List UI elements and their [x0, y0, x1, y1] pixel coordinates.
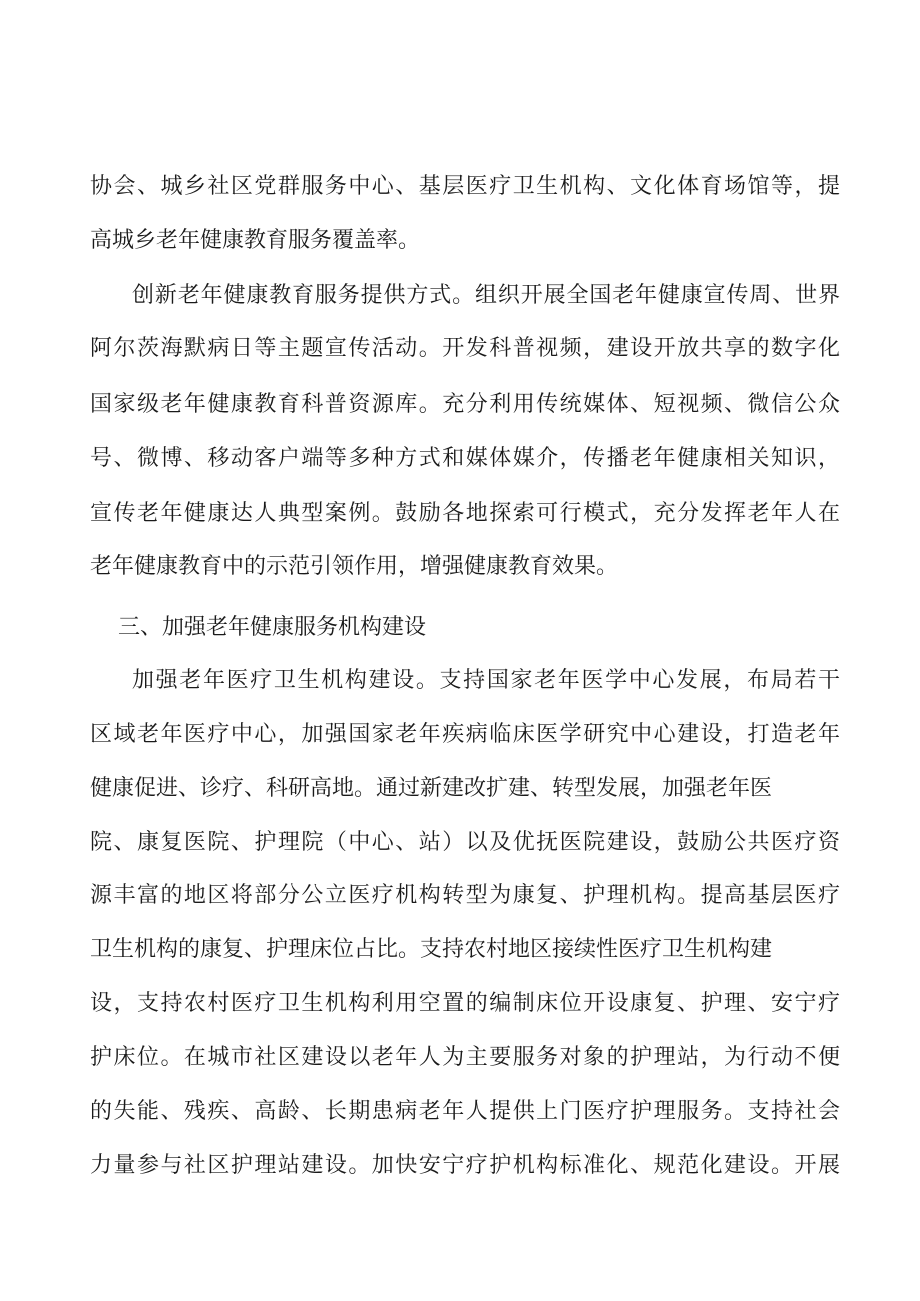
text-line: 卫生机构的康复、护理床位占比。支持农村地区接续性医疗卫生机构建	[90, 937, 773, 962]
text-line: 国家级老年健康教育科普资源库。充分利用传统媒体、短视频、微信公众	[90, 392, 840, 417]
text-line: 创新老年健康教育服务提供方式。组织开展全国老年健康宣传周、世界	[132, 283, 840, 308]
text-line: 宣传老年健康达人典型案例。鼓励各地探索可行模式，充分发挥老年人在	[90, 501, 840, 526]
text-line: 阿尔茨海默病日等主题宣传活动。开发科普视频，建设开放共享的数字化	[90, 336, 840, 361]
text-line: 协会、城乡社区党群服务中心、基层医疗卫生机构、文化体育场馆等，提	[90, 174, 840, 199]
text-line: 区域老年医疗中心，加强国家老年疾病临床医学研究中心建设，打造老年	[90, 722, 840, 747]
text-line: 院、康复医院、护理院（中心、站）以及优抚医院建设，鼓励公共医疗资	[90, 830, 840, 855]
text-line: 的失能、残疾、高龄、长期患病老年人提供上门医疗护理服务。支持社会	[90, 1099, 840, 1124]
text-line: 源丰富的地区将部分公立医疗机构转型为康复、护理机构。提高基层医疗	[90, 883, 840, 908]
text-line: 号、微博、移动客户端等多种方式和媒体媒介，传播老年健康相关知识，	[90, 446, 840, 471]
section-heading-text: 三、加强老年健康服务机构建设	[118, 615, 427, 640]
text-line: 高城乡老年健康教育服务覆盖率。	[90, 228, 421, 253]
text-line: 老年健康教育中的示范引领作用，增强健康教育效果。	[90, 554, 619, 579]
text-line: 加强老年医疗卫生机构建设。支持国家老年医学中心发展，布局若干	[132, 668, 840, 693]
text-line: 设，支持农村医疗卫生机构利用空置的编制床位开设康复、护理、安宁疗	[90, 991, 840, 1016]
text-line: 力量参与社区护理站建设。加快安宁疗护机构标准化、规范化建设。开展	[90, 1153, 840, 1178]
text-line: 护床位。在城市社区建设以老年人为主要服务对象的护理站，为行动不便	[90, 1045, 840, 1070]
text-line: 健康促进、诊疗、科研高地。通过新建改扩建、转型发展，加强老年医	[90, 776, 773, 801]
